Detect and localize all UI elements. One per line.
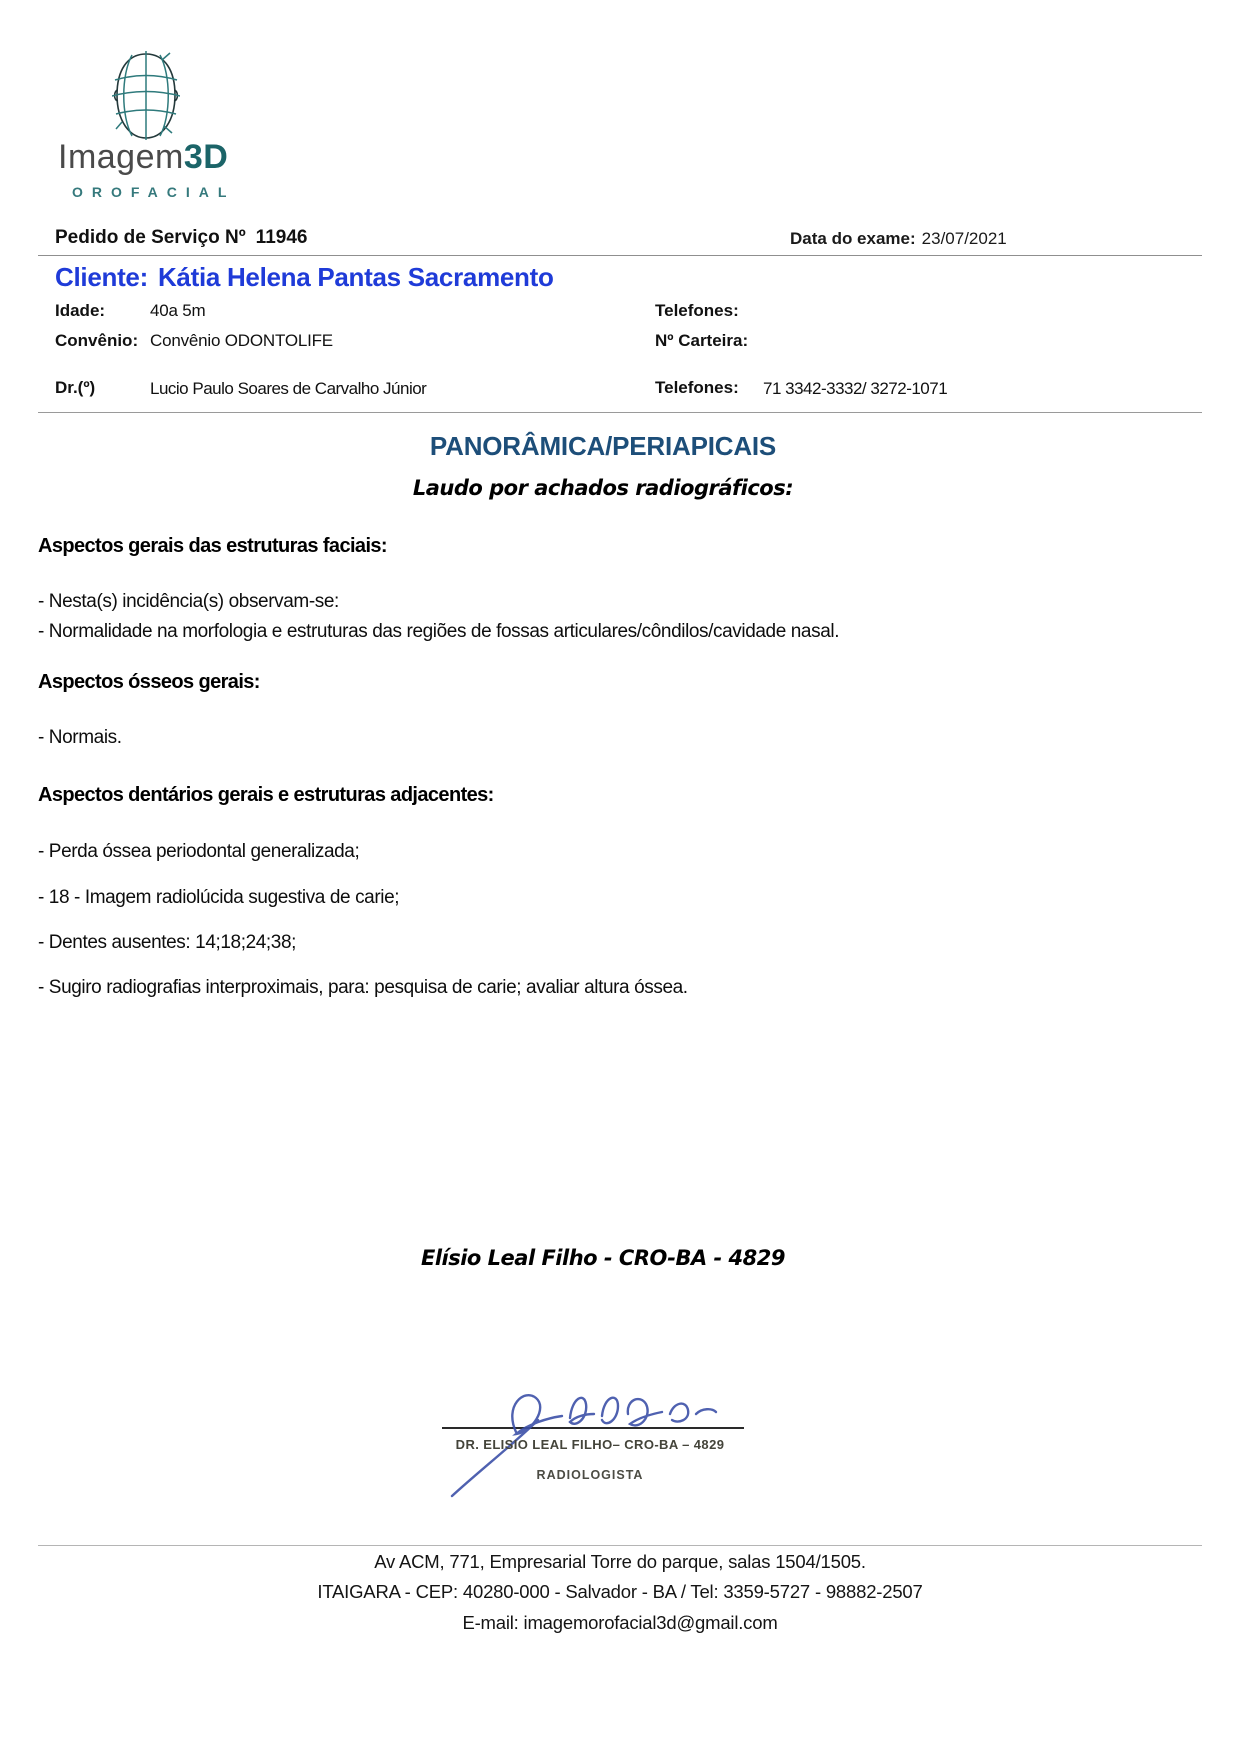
finding-item: - Sugiro radiografias interproximais, para: pesquisa de carie; avaliar altura óssea. [38, 977, 688, 998]
carteira-label: Nº Carteira: [655, 331, 749, 350]
telefones-label: Telefones: [655, 301, 739, 320]
section-heading-osseos: Aspectos ósseos gerais: [38, 671, 260, 693]
finding-item: - 18 - Imagem radiolúcida sugestiva de carie; [38, 887, 400, 908]
doctor-telefones-label: Telefones: [655, 378, 739, 397]
signature-stamp-name: DR. ELISIO LEAL FILHO– CRO-BA – 4829 [455, 1437, 725, 1452]
signature-stamp-role: RADIOLOGISTA [536, 1468, 644, 1482]
service-order-number: 11946 [255, 227, 308, 248]
report-subtitle: Laudo por achados radiográficos: [412, 476, 794, 500]
exam-date-line [790, 229, 1007, 249]
service-order-line [55, 227, 307, 249]
brand-subtitle: OROFACIAL [72, 184, 236, 200]
finding-item: - Perda óssea periodontal generalizada; [38, 841, 360, 862]
idade-value: 40a 5m [150, 301, 206, 320]
convenio-label: Convênio: [55, 331, 139, 350]
convenio-value: Convênio ODONTOLIFE [150, 331, 333, 350]
wireframe-head-logo-icon [112, 50, 180, 142]
section-heading-facial: Aspectos gerais das estruturas faciais: [38, 535, 387, 557]
doctor-label: Dr.(º) [55, 378, 96, 397]
footer-address-line: Av ACM, 771, Empresarial Torre do parque, salas 1504/1505. [374, 1551, 866, 1572]
finding-item: - Normais. [38, 727, 122, 748]
signer-name-line: Elísio Leal Filho - CRO-BA - 4829 [420, 1246, 786, 1270]
exam-date-value: 23/07/2021 [921, 229, 1007, 248]
brand-3d-text: 3D [183, 138, 229, 176]
footer-email-line: E-mail: imagemorofacial3d@gmail.com [462, 1612, 778, 1633]
doctor-name: Lucio Paulo Soares de Carvalho Júnior [150, 379, 427, 398]
client-label: Cliente: [55, 262, 148, 292]
brand-imagem-text: Imagem [58, 138, 184, 176]
footer-contact-line: ITAIGARA - CEP: 40280-000 - Salvador - BA / Tel: 3359-5727 - 98882-2507 [317, 1581, 923, 1602]
header-divider [38, 255, 1202, 256]
info-divider [38, 412, 1202, 413]
client-name: Kátia Helena Pantas Sacramento [157, 262, 554, 292]
service-order-label: Pedido de Serviço Nº [55, 227, 246, 248]
client-line [55, 262, 554, 293]
doctor-telefones-value: 71 3342-3332/ 3272-1071 [763, 379, 948, 398]
finding-item: - Nesta(s) incidência(s) observam-se: [38, 591, 339, 612]
section-heading-dentarios: Aspectos dentários gerais e estruturas adjacentes: [38, 784, 494, 806]
footer-divider [38, 1545, 1202, 1546]
report-title: PANORÂMICA/PERIAPICAIS [429, 431, 777, 461]
finding-item: - Dentes ausentes: 14;18;24;38; [38, 932, 297, 953]
brand-wordmark [58, 138, 228, 177]
finding-item: - Normalidade na morfologia e estruturas das regiões de fossas articulares/côndilos/cavidade nasal. [38, 621, 840, 642]
idade-label: Idade: [55, 301, 106, 320]
exam-date-label: Data do exame: [790, 229, 916, 248]
signature-block [380, 1380, 800, 1510]
